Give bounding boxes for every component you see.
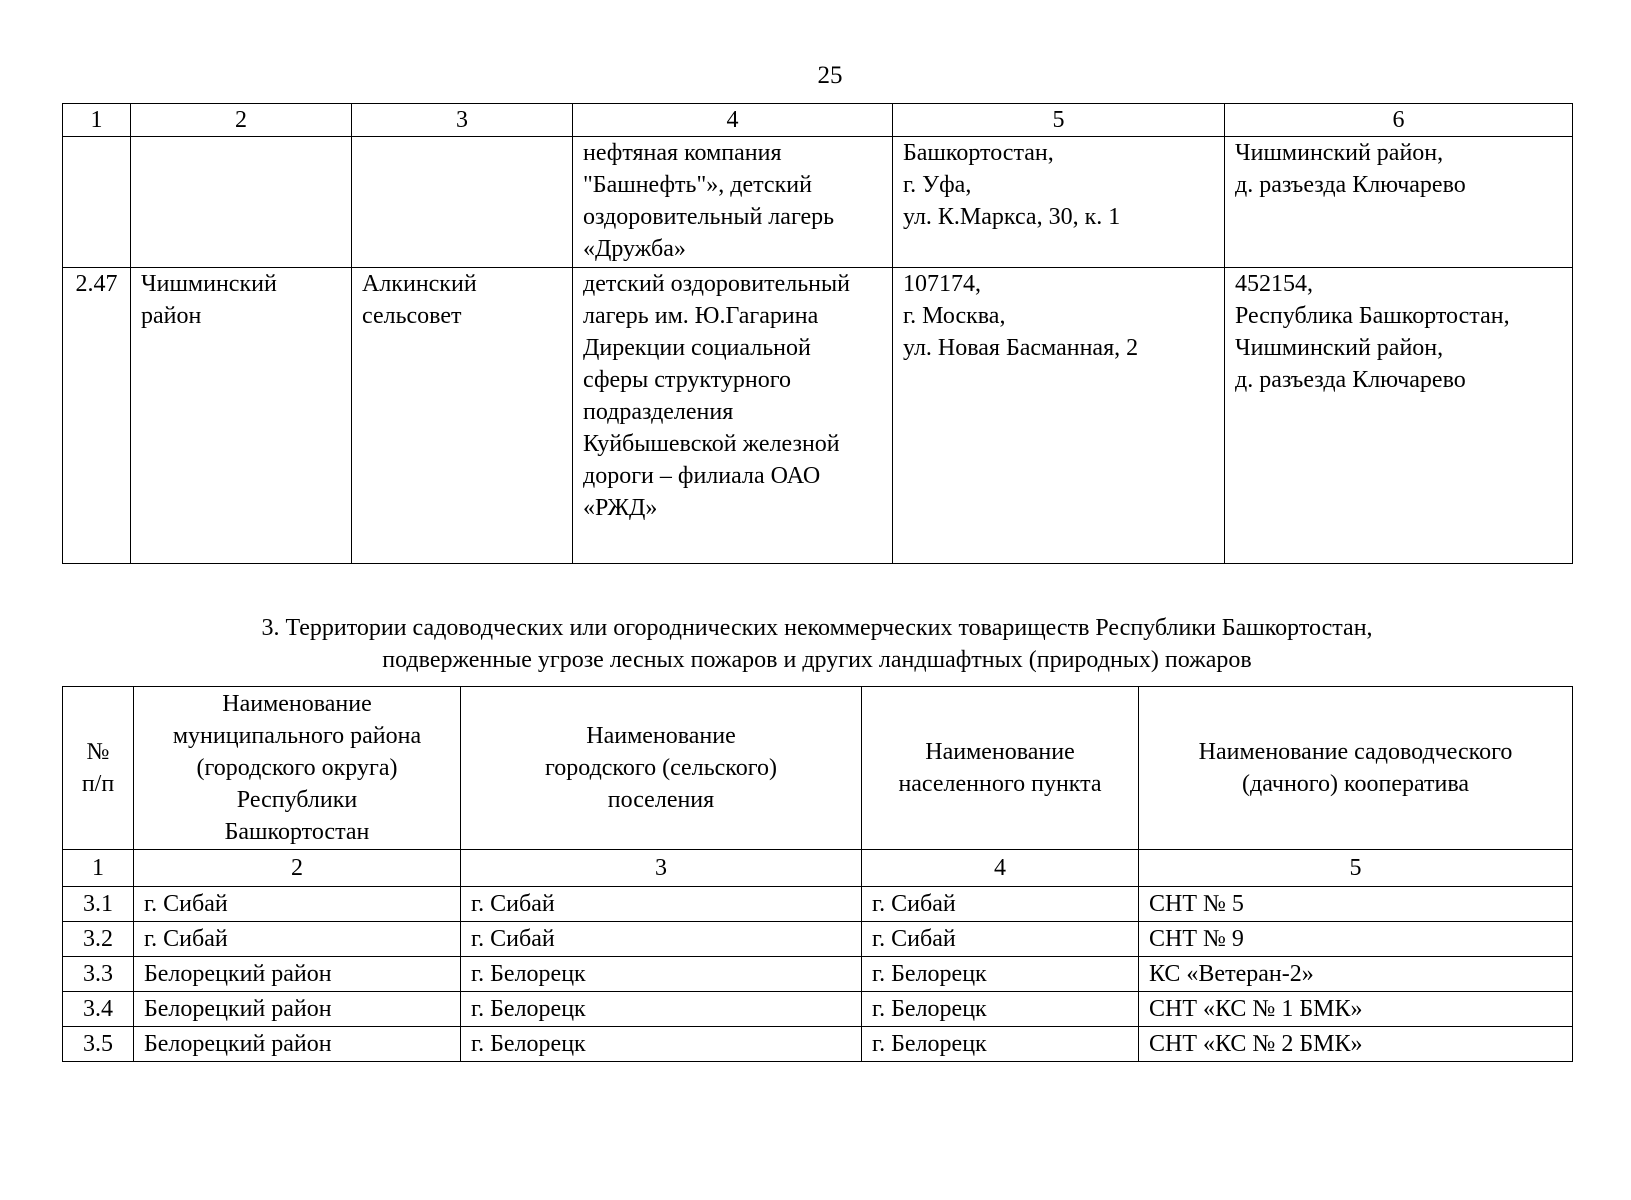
row-number: 3.4 [63, 992, 134, 1027]
column-number: 2 [131, 104, 352, 137]
district-cell: Белорецкий район [134, 1027, 461, 1062]
table-row [63, 957, 1573, 992]
section-title-line: 3. Территории садоводческих или огороднических некоммерческих товариществ Республики Башкортостан, [261, 615, 1373, 641]
cooperative-cell: СНТ «КС № 1 БМК» [1139, 992, 1573, 1027]
organization-cell: нефтяная компания "Башнефть"», детский оздоровительный лагерь «Дружба» [573, 137, 893, 268]
settlement-cell: г. Сибай [461, 922, 862, 957]
column-number-row [63, 850, 1573, 887]
section-title-line: подверженные угрозе лесных пожаров и других ландшафтных (природных) пожаров [382, 647, 1252, 673]
header-row [63, 687, 1573, 850]
column-number: 3 [461, 850, 862, 887]
section-title [62, 612, 1572, 676]
settlement-cell: г. Белорецк [461, 992, 862, 1027]
row-number: 3.2 [63, 922, 134, 957]
owner-address-cell: 107174, г. Москва, ул. Новая Басманная, 2 [893, 268, 1225, 564]
settlement-cell: г. Белорецк [461, 1027, 862, 1062]
settlement-cell: г. Белорецк [461, 957, 862, 992]
column-number: 3 [352, 104, 573, 137]
page-number: 25 [817, 62, 843, 89]
table-row [63, 137, 1573, 268]
locality-cell: г. Белорецк [862, 1027, 1139, 1062]
locality-cell: г. Белорецк [862, 992, 1139, 1027]
owner-address-cell: Башкортостан, г. Уфа, ул. К.Маркса, 30, к. 1 [893, 137, 1225, 268]
locality-cell: г. Сибай [862, 887, 1139, 922]
row-number: 3.5 [63, 1027, 134, 1062]
column-number: 5 [893, 104, 1225, 137]
cooperative-cell: СНТ № 9 [1139, 922, 1573, 957]
row-number: 3.3 [63, 957, 134, 992]
header-locality: Наименование населенного пункта [862, 687, 1139, 850]
column-number: 2 [134, 850, 461, 887]
column-number: 1 [63, 104, 131, 137]
location-cell: Чишминский район, д. разъезда Ключарево [1225, 137, 1573, 268]
settlement-cell: Алкинский сельсовет [352, 268, 573, 564]
table-row [63, 268, 1573, 564]
district-cell: г. Сибай [134, 922, 461, 957]
column-number-row [63, 104, 1573, 137]
column-number: 1 [63, 850, 134, 887]
district-cell [131, 137, 352, 268]
column-number: 5 [1139, 850, 1573, 887]
cooperative-cell: СНТ «КС № 2 БМК» [1139, 1027, 1573, 1062]
cooperative-cell: СНТ № 5 [1139, 887, 1573, 922]
location-cell: 452154, Республика Башкортостан, Чишминский район, д. разъезда Ключарево [1225, 268, 1573, 564]
header-cooperative: Наименование садоводческого (дачного) кооператива [1139, 687, 1573, 850]
district-cell: г. Сибай [134, 887, 461, 922]
header-num: № п/п [63, 687, 134, 850]
district-cell: Белорецкий район [134, 957, 461, 992]
district-cell: Чишминский район [131, 268, 352, 564]
header-district: Наименование муниципального района (городского округа) Республики Башкортостан [134, 687, 461, 850]
row-number: 2.47 [63, 268, 131, 564]
header-settlement: Наименование городского (сельского) поселения [461, 687, 862, 850]
column-number: 4 [573, 104, 893, 137]
table-row [63, 1027, 1573, 1062]
locality-cell: г. Белорецк [862, 957, 1139, 992]
row-number: 3.1 [63, 887, 134, 922]
settlement-cell [352, 137, 573, 268]
cooperative-cell: КС «Ветеран-2» [1139, 957, 1573, 992]
snt-table [62, 686, 1573, 1062]
row-number [63, 137, 131, 268]
settlement-cell: г. Сибай [461, 887, 862, 922]
table-row [63, 922, 1573, 957]
locality-cell: г. Сибай [862, 922, 1139, 957]
continuation-table [62, 103, 1573, 564]
table-row [63, 992, 1573, 1027]
district-cell: Белорецкий район [134, 992, 461, 1027]
organization-cell: детский оздоровительный лагерь им. Ю.Гагарина Дирекции социальной сферы структурного подразделения Куйбышевской железной дороги – филиала ОАО «РЖД» [573, 268, 893, 564]
column-number: 6 [1225, 104, 1573, 137]
column-number: 4 [862, 850, 1139, 887]
table-row [63, 887, 1573, 922]
